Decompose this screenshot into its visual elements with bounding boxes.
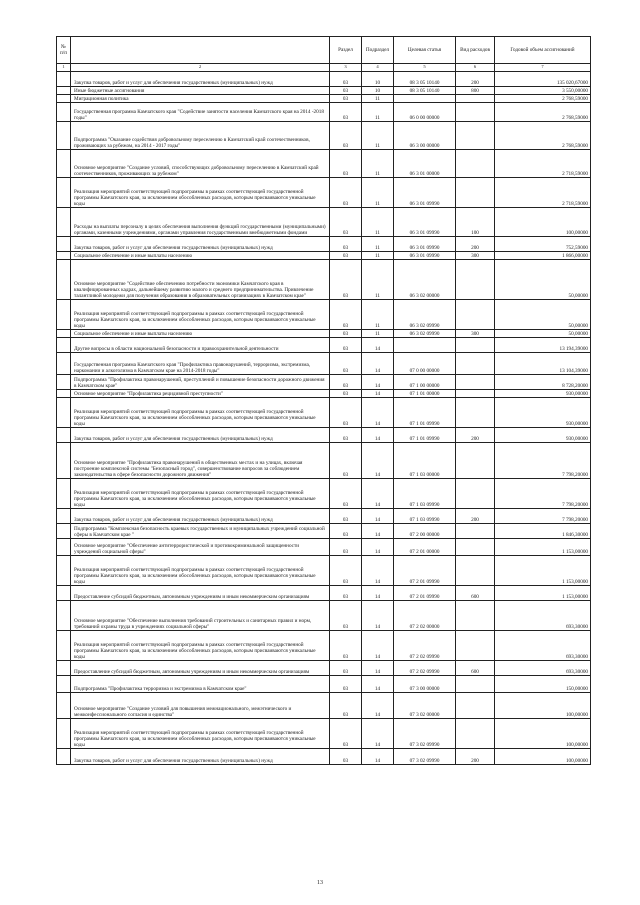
row-name-cell: Закупка товаров, работ и услуг для обеспечения государственных (муниципальных) нужд	[71, 509, 330, 524]
row-target-article-cell: 06 3 01 09990	[394, 252, 456, 260]
row-razdel-cell: 03	[330, 539, 362, 556]
row-number-cell	[57, 539, 71, 556]
row-name-cell: Реализация мероприятий соответствующей подпрограммы в рамках соответствующей государственной программы Камчатского края, за исключением обособленных расходов, которым присваиваются уникальные коды	[71, 178, 330, 208]
row-expense-type-cell	[456, 122, 495, 150]
row-expense-type-cell	[456, 479, 495, 509]
row-podrazdel-cell: 11	[362, 252, 394, 260]
row-amount-cell: 50,00000	[495, 260, 591, 300]
row-podrazdel-cell: 11	[362, 178, 394, 208]
row-razdel-cell: 03	[330, 661, 362, 676]
table-row	[57, 661, 591, 676]
row-expense-type-cell	[456, 300, 495, 330]
table-row	[57, 443, 591, 479]
column-numbers-row	[57, 64, 591, 72]
row-target-article-cell	[394, 338, 456, 353]
row-razdel-cell: 03	[330, 300, 362, 330]
row-name-cell: Подпрограмма "Оказание содействия добровольному переселению в Камчатский край соотечественников, проживающих за рубежом, на 2014 - 2017 годы"	[71, 122, 330, 150]
row-expense-type-cell: 200	[456, 509, 495, 524]
row-razdel-cell: 03	[330, 719, 362, 749]
table-row	[57, 479, 591, 509]
table-row	[57, 330, 591, 338]
row-amount-cell: 930,00000	[495, 390, 591, 398]
row-name-cell: Предоставление субсидий бюджетным, автономным учреждениям и иным некоммерческим организациям	[71, 586, 330, 601]
row-target-article-cell: 06 3 00 00000	[394, 122, 456, 150]
row-number-cell	[57, 375, 71, 390]
row-target-article-cell: 06 3 02 09990	[394, 330, 456, 338]
table-row	[57, 586, 591, 601]
row-name-cell: Иные бюджетные ассигнования	[71, 87, 330, 95]
row-razdel-cell: 03	[330, 443, 362, 479]
row-razdel-cell: 03	[330, 330, 362, 338]
row-expense-type-cell	[456, 390, 495, 398]
row-name-cell: Реализация мероприятий соответствующей подпрограммы в рамках соответствующей государственной программы Камчатского края, за исключением обособленных расходов, которым присваиваются уникальные коды	[71, 479, 330, 509]
row-name-cell: Социальное обеспечение и иные выплаты населению	[71, 330, 330, 338]
row-razdel-cell: 03	[330, 87, 362, 95]
row-podrazdel-cell: 14	[362, 524, 394, 539]
row-target-article-cell: 07 2 01 09990	[394, 556, 456, 586]
table-row	[57, 338, 591, 353]
row-number-cell	[57, 749, 71, 765]
row-name-cell: Основное мероприятие "Создание условий для повышения межнационального, межэтнического и межконфессионального согласия и единства"	[71, 693, 330, 719]
row-razdel-cell: 03	[330, 208, 362, 237]
row-amount-cell: 135 020,67000	[495, 72, 591, 87]
row-expense-type-cell	[456, 556, 495, 586]
row-target-article-cell: 07 2 01 09990	[394, 586, 456, 601]
row-number-cell	[57, 479, 71, 509]
row-number-cell	[57, 676, 71, 693]
row-razdel-cell: 03	[330, 398, 362, 428]
row-target-article-cell: 06 3 01 09990	[394, 208, 456, 237]
row-expense-type-cell: 800	[456, 87, 495, 95]
row-razdel-cell: 03	[330, 353, 362, 375]
row-amount-cell: 150,00000	[495, 676, 591, 693]
table-row	[57, 122, 591, 150]
row-razdel-cell: 03	[330, 693, 362, 719]
row-amount-cell: 13 194,39000	[495, 338, 591, 353]
col-header-num: № п/п	[57, 37, 71, 64]
row-podrazdel-cell: 10	[362, 87, 394, 95]
row-target-article-cell: 07 2 00 00000	[394, 524, 456, 539]
row-target-article-cell: 07 1 01 00000	[394, 390, 456, 398]
row-amount-cell: 13 104,39000	[495, 353, 591, 375]
row-expense-type-cell	[456, 443, 495, 479]
row-number-cell	[57, 509, 71, 524]
row-name-cell: Закупка товаров, работ и услуг для обеспечения государственных (муниципальных) нужд	[71, 72, 330, 87]
table-row	[57, 252, 591, 260]
col-header-razdel: Раздел	[330, 37, 362, 64]
row-target-article-cell: 06 0 00 00000	[394, 103, 456, 122]
row-target-article-cell: 07 3 02 00000	[394, 693, 456, 719]
table-row	[57, 150, 591, 178]
table-body	[57, 72, 591, 765]
row-expense-type-cell	[456, 338, 495, 353]
row-podrazdel-cell: 14	[362, 749, 394, 765]
row-razdel-cell: 03	[330, 95, 362, 103]
row-amount-cell: 2 768,59000	[495, 122, 591, 150]
row-expense-type-cell	[456, 719, 495, 749]
row-razdel-cell: 03	[330, 122, 362, 150]
row-podrazdel-cell: 11	[362, 95, 394, 103]
row-amount-cell: 2 768,59000	[495, 103, 591, 122]
row-number-cell	[57, 661, 71, 676]
row-razdel-cell: 03	[330, 556, 362, 586]
row-amount-cell: 693,30000	[495, 601, 591, 631]
table-row	[57, 398, 591, 428]
row-number-cell	[57, 208, 71, 237]
row-podrazdel-cell: 14	[362, 375, 394, 390]
row-number-cell	[57, 178, 71, 208]
row-expense-type-cell	[456, 539, 495, 556]
row-amount-cell: 7 798,20000	[495, 479, 591, 509]
row-amount-cell: 693,30000	[495, 631, 591, 661]
row-razdel-cell: 03	[330, 390, 362, 398]
row-name-cell: Миграционная политика	[71, 95, 330, 103]
row-razdel-cell: 03	[330, 252, 362, 260]
row-target-article-cell: 06 3 01 00000	[394, 150, 456, 178]
row-razdel-cell: 03	[330, 509, 362, 524]
row-name-cell: Основное мероприятие "Обеспечение выполнения требований строительных и санитарных правил и норм, требований охраны труда в учреждениях социальной сферы"	[71, 601, 330, 631]
row-name-cell: Основное мероприятие "Создание условий, способствующих добровольному переселению в Камчатский край соотечественников, проживающих за рубежом"	[71, 150, 330, 178]
col-header-podrazdel: Подраздел	[362, 37, 394, 64]
row-amount-cell: 2 718,59000	[495, 178, 591, 208]
row-name-cell: Реализация мероприятий соответствующей подпрограммы в рамках соответствующей государственной программы Камчатского края, за исключением обособленных расходов, которым присваиваются уникальные коды	[71, 719, 330, 749]
row-name-cell: Государственная программа Камчатского края "Содействие занятости населения Камчатского края на 2014 -2018 годы"	[71, 103, 330, 122]
row-expense-type-cell: 600	[456, 586, 495, 601]
row-razdel-cell: 03	[330, 338, 362, 353]
row-number-cell	[57, 237, 71, 252]
row-target-article-cell: 07 3 00 00000	[394, 676, 456, 693]
table-row	[57, 749, 591, 765]
row-amount-cell: 2 718,59000	[495, 150, 591, 178]
row-expense-type-cell: 100	[456, 208, 495, 237]
table-row	[57, 375, 591, 390]
row-number-cell	[57, 631, 71, 661]
table-row	[57, 509, 591, 524]
row-number-cell	[57, 443, 71, 479]
row-amount-cell: 752,59000	[495, 237, 591, 252]
row-podrazdel-cell: 14	[362, 539, 394, 556]
row-amount-cell: 100,00000	[495, 208, 591, 237]
table-row	[57, 719, 591, 749]
row-podrazdel-cell: 14	[362, 479, 394, 509]
row-expense-type-cell	[456, 375, 495, 390]
table-row	[57, 693, 591, 719]
table-row	[57, 300, 591, 330]
row-expense-type-cell: 200	[456, 237, 495, 252]
row-amount-cell: 1 846,30000	[495, 524, 591, 539]
row-podrazdel-cell: 14	[362, 556, 394, 586]
row-expense-type-cell	[456, 524, 495, 539]
page-number: 13	[317, 880, 323, 886]
row-number-cell	[57, 693, 71, 719]
row-name-cell: Реализация мероприятий соответствующей подпрограммы в рамках соответствующей государственной программы Камчатского края, за исключением обособленных расходов, которым присваиваются уникальные коды	[71, 398, 330, 428]
row-podrazdel-cell: 11	[362, 237, 394, 252]
row-razdel-cell: 03	[330, 237, 362, 252]
row-name-cell: Подпрограмма "Комплексная безопасность краевых государственных и муниципальных учреждений социальной сферы в Камчатском крае "	[71, 524, 330, 539]
row-name-cell: Подпрограмма "Профилактика терроризма и экстремизма в Камчатском крае"	[71, 676, 330, 693]
row-amount-cell: 100,00000	[495, 719, 591, 749]
document-page	[56, 36, 590, 765]
row-podrazdel-cell: 11	[362, 260, 394, 300]
row-amount-cell: 50,00000	[495, 300, 591, 330]
row-number-cell	[57, 95, 71, 103]
table-header-row	[57, 37, 591, 64]
row-razdel-cell: 03	[330, 375, 362, 390]
row-number-cell	[57, 556, 71, 586]
col-number: 5	[394, 64, 456, 72]
row-amount-cell: 930,00000	[495, 428, 591, 443]
row-podrazdel-cell: 14	[362, 390, 394, 398]
row-podrazdel-cell: 10	[362, 72, 394, 87]
row-name-cell: Закупка товаров, работ и услуг для обеспечения государственных (муниципальных) нужд	[71, 237, 330, 252]
row-razdel-cell: 03	[330, 479, 362, 509]
row-razdel-cell: 03	[330, 524, 362, 539]
row-number-cell	[57, 103, 71, 122]
table-row	[57, 260, 591, 300]
row-expense-type-cell	[456, 178, 495, 208]
row-name-cell: Другие вопросы в области национальной безопасности и правоохранительной деятельности	[71, 338, 330, 353]
row-razdel-cell: 03	[330, 72, 362, 87]
row-expense-type-cell: 200	[456, 72, 495, 87]
row-podrazdel-cell: 14	[362, 661, 394, 676]
row-number-cell	[57, 260, 71, 300]
row-amount-cell: 7 798,20000	[495, 509, 591, 524]
row-number-cell	[57, 398, 71, 428]
row-amount-cell: 930,00000	[495, 398, 591, 428]
row-podrazdel-cell: 14	[362, 398, 394, 428]
row-razdel-cell: 03	[330, 586, 362, 601]
row-expense-type-cell	[456, 150, 495, 178]
row-target-article-cell	[394, 95, 456, 103]
col-number: 3	[330, 64, 362, 72]
col-header-annual-amount: Годовой объем ассигнований	[495, 37, 591, 64]
row-expense-type-cell: 300	[456, 252, 495, 260]
row-name-cell: Реализация мероприятий соответствующей подпрограммы в рамках соответствующей государственной программы Камчатского края, за исключением обособленных расходов, которым присваиваются уникальные коды	[71, 300, 330, 330]
row-target-article-cell: 08 3 05 10140	[394, 87, 456, 95]
row-expense-type-cell	[456, 353, 495, 375]
row-target-article-cell: 07 2 01 00000	[394, 539, 456, 556]
row-expense-type-cell: 200	[456, 428, 495, 443]
row-target-article-cell: 06 3 01 09990	[394, 237, 456, 252]
table-row	[57, 208, 591, 237]
row-number-cell	[57, 150, 71, 178]
row-target-article-cell: 07 1 03 09990	[394, 509, 456, 524]
row-name-cell: Подпрограмма "Профилактика правонарушений, преступлений и повышение безопасности дорожного движения в Камчатском крае"	[71, 375, 330, 390]
row-target-article-cell: 06 3 02 09990	[394, 300, 456, 330]
row-amount-cell: 2 768,59000	[495, 95, 591, 103]
row-name-cell: Основное мероприятие "Содействие обеспечению потребности экономики Камчатского края в квалифицированных кадрах, дальнейшему развитию малого и среднего предпринимательства. Привлечение талантливой молодежи для получения образования в образовательных организациях в Камчатском крае"	[71, 260, 330, 300]
row-expense-type-cell	[456, 260, 495, 300]
row-number-cell	[57, 72, 71, 87]
row-amount-cell: 1 866,00000	[495, 252, 591, 260]
row-number-cell	[57, 719, 71, 749]
table-row	[57, 390, 591, 398]
row-target-article-cell: 07 1 03 00000	[394, 443, 456, 479]
row-podrazdel-cell: 11	[362, 208, 394, 237]
col-header-name	[71, 37, 330, 64]
row-expense-type-cell: 200	[456, 749, 495, 765]
table-row	[57, 601, 591, 631]
row-razdel-cell: 03	[330, 428, 362, 443]
row-podrazdel-cell: 14	[362, 719, 394, 749]
col-number: 6	[456, 64, 495, 72]
row-podrazdel-cell: 14	[362, 509, 394, 524]
row-razdel-cell: 03	[330, 103, 362, 122]
row-podrazdel-cell: 11	[362, 103, 394, 122]
row-name-cell: Государственная программа Камчатского края "Профилактика правонарушений, терроризма, экстремизма, наркомании и алкоголизма в Камчатском крае на 2014-2018 годы"	[71, 353, 330, 375]
row-podrazdel-cell: 11	[362, 300, 394, 330]
row-target-article-cell: 08 3 05 10140	[394, 72, 456, 87]
row-razdel-cell: 03	[330, 150, 362, 178]
row-number-cell	[57, 330, 71, 338]
row-amount-cell: 7 798,20000	[495, 443, 591, 479]
row-name-cell: Основное мероприятие "Профилактика правонарушений в общественных местах и на улицах, включая построение комплексной системы "Безопасный город", совершенствование вопросов за соблюдением законодательства в сфере безопасности дорожного движения"	[71, 443, 330, 479]
row-razdel-cell: 03	[330, 178, 362, 208]
row-name-cell: Социальное обеспечение и иные выплаты населению	[71, 252, 330, 260]
row-amount-cell: 1 153,00000	[495, 539, 591, 556]
row-target-article-cell: 07 2 02 00000	[394, 601, 456, 631]
row-podrazdel-cell: 11	[362, 122, 394, 150]
table-row	[57, 178, 591, 208]
row-amount-cell: 8 728,20000	[495, 375, 591, 390]
row-podrazdel-cell: 14	[362, 693, 394, 719]
row-name-cell: Реализация мероприятий соответствующей подпрограммы в рамках соответствующей государственной программы Камчатского края, за исключением обособленных расходов, которым присваиваются уникальные коды	[71, 556, 330, 586]
row-number-cell	[57, 390, 71, 398]
col-number: 7	[495, 64, 591, 72]
row-name-cell: Расходы на выплаты персоналу в целях обеспечения выполнения функций государственными (муниципальными) органами, казенными учреждениями, органами управления государственными внебюджетными фондами	[71, 208, 330, 237]
col-header-target-article: Целевая статья	[394, 37, 456, 64]
table-row	[57, 72, 591, 87]
row-amount-cell: 100,00000	[495, 693, 591, 719]
row-expense-type-cell: 600	[456, 661, 495, 676]
row-expense-type-cell	[456, 631, 495, 661]
table-row	[57, 353, 591, 375]
table-row	[57, 539, 591, 556]
row-podrazdel-cell: 14	[362, 586, 394, 601]
row-target-article-cell: 06 3 02 00000	[394, 260, 456, 300]
row-name-cell: Реализация мероприятий соответствующей подпрограммы в рамках соответствующей государственной программы Камчатского края, за исключением обособленных расходов, которым присваиваются уникальные коды	[71, 631, 330, 661]
row-amount-cell: 1 153,00000	[495, 586, 591, 601]
col-number: 4	[362, 64, 394, 72]
col-number: 1	[57, 64, 71, 72]
table-row	[57, 631, 591, 661]
row-amount-cell: 100,00000	[495, 749, 591, 765]
row-name-cell: Основное мероприятие "Профилактика рецидивной преступности"	[71, 390, 330, 398]
row-razdel-cell: 03	[330, 631, 362, 661]
row-razdel-cell: 03	[330, 749, 362, 765]
row-expense-type-cell	[456, 693, 495, 719]
table-row	[57, 524, 591, 539]
table-row	[57, 676, 591, 693]
row-amount-cell: 50,00000	[495, 330, 591, 338]
row-number-cell	[57, 87, 71, 95]
table-row	[57, 556, 591, 586]
row-target-article-cell: 07 3 02 09990	[394, 719, 456, 749]
col-header-expense-type: Вид расходов	[456, 37, 495, 64]
row-podrazdel-cell: 14	[362, 631, 394, 661]
row-amount-cell: 3 550,00000	[495, 87, 591, 95]
row-name-cell: Основное мероприятие "Обеспечение антитеррористической и противокриминальной защищенности учреждений социальной сферы"	[71, 539, 330, 556]
row-amount-cell: 693,30000	[495, 661, 591, 676]
row-amount-cell: 1 153,00000	[495, 556, 591, 586]
row-number-cell	[57, 428, 71, 443]
row-target-article-cell: 07 0 00 00000	[394, 353, 456, 375]
row-target-article-cell: 07 3 02 09990	[394, 749, 456, 765]
row-podrazdel-cell: 11	[362, 330, 394, 338]
row-number-cell	[57, 300, 71, 330]
row-number-cell	[57, 122, 71, 150]
table-row	[57, 237, 591, 252]
row-expense-type-cell	[456, 95, 495, 103]
row-number-cell	[57, 601, 71, 631]
row-name-cell: Закупка товаров, работ и услуг для обеспечения государственных (муниципальных) нужд	[71, 428, 330, 443]
row-target-article-cell: 07 1 00 00000	[394, 375, 456, 390]
row-expense-type-cell	[456, 103, 495, 122]
row-target-article-cell: 07 1 01 09990	[394, 398, 456, 428]
table-row	[57, 103, 591, 122]
row-number-cell	[57, 353, 71, 375]
row-podrazdel-cell: 11	[362, 150, 394, 178]
row-target-article-cell: 07 2 02 09990	[394, 661, 456, 676]
row-razdel-cell: 03	[330, 676, 362, 693]
row-razdel-cell: 03	[330, 601, 362, 631]
table-row	[57, 87, 591, 95]
row-number-cell	[57, 252, 71, 260]
row-number-cell	[57, 338, 71, 353]
row-podrazdel-cell: 14	[362, 353, 394, 375]
row-target-article-cell: 07 1 01 09990	[394, 428, 456, 443]
row-target-article-cell: 06 3 01 09990	[394, 178, 456, 208]
row-number-cell	[57, 586, 71, 601]
row-name-cell: Предоставление субсидий бюджетным, автономным учреждениям и иным некоммерческим организациям	[71, 661, 330, 676]
row-podrazdel-cell: 14	[362, 443, 394, 479]
row-expense-type-cell	[456, 398, 495, 428]
row-expense-type-cell	[456, 676, 495, 693]
table-row	[57, 428, 591, 443]
row-expense-type-cell: 300	[456, 330, 495, 338]
row-number-cell	[57, 524, 71, 539]
table-row	[57, 95, 591, 103]
row-razdel-cell: 03	[330, 260, 362, 300]
row-podrazdel-cell: 14	[362, 676, 394, 693]
row-expense-type-cell	[456, 601, 495, 631]
budget-table	[56, 36, 591, 765]
row-target-article-cell: 07 1 03 09990	[394, 479, 456, 509]
row-name-cell: Закупка товаров, работ и услуг для обеспечения государственных (муниципальных) нужд	[71, 749, 330, 765]
row-target-article-cell: 07 2 02 09990	[394, 631, 456, 661]
col-number: 2	[71, 64, 330, 72]
row-podrazdel-cell: 14	[362, 601, 394, 631]
row-podrazdel-cell: 14	[362, 338, 394, 353]
row-podrazdel-cell: 14	[362, 428, 394, 443]
